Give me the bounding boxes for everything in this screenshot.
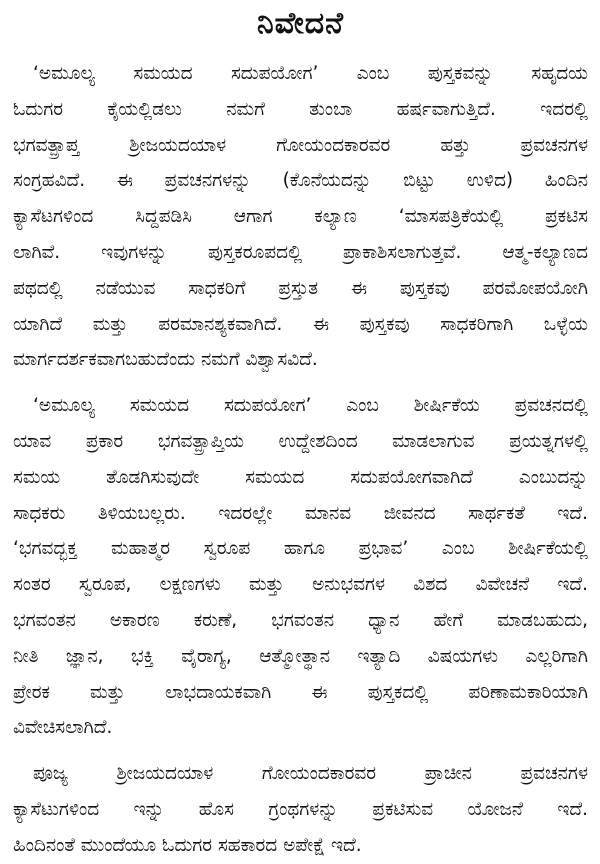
text-line: ಕ್ಯಾಸೆಟಗಳಿಂದ ಸಿದ್ದಪಡಿಸಿ ಆಗಾಗ ಕಲ್ಯಾಣ ‘ಮಾಸಪತ್ರಿಕೆಯಲ್ಲಿ ಪ್ರಕಟಿಸ bbox=[13, 206, 588, 228]
text-line: ಪಥದಲ್ಲಿ ನಡೆಯುವ ಸಾಧಕರಿಗೆ ಪ್ರಸ್ತುತ ಈ ಪುಸ್ತಕವು ಪರಮೋಪಯೋಗಿ bbox=[13, 277, 588, 299]
text-line: ಕ್ಯಾಸೆಟುಗಳಿಂದ ಇನ್ನು ಹೊಸ ಗ್ರಂಥಗಳನ್ನು ಪ್ರಕಟಿಸುವ ಯೋಜನೆ ಇದೆ. bbox=[13, 798, 588, 820]
paragraph-3 bbox=[13, 756, 588, 863]
text-line: ಭಗವತ್ಪ್ರಾಪ್ತ ಶ್ರೀಜಯದಯಾಳ ಗೋಯಂದಕಾರವರ ಹತ್ತು ಪ್ರವಚನಗಳ bbox=[13, 134, 588, 156]
paragraph-1 bbox=[13, 56, 588, 378]
text-line: ಓದುಗರ ಕೈಯಲ್ಲಿಡಲು ನಮಗೆ ತುಂಬಾ ಹರ್ಷವಾಗುತ್ತಿದೆ. ಇದರಲ್ಲಿ bbox=[13, 98, 588, 120]
text-line: ಸಾಧಕರು ತಿಳಿಯಬಲ್ಲರು. ಇದರಲ್ಲೇ ಮಾನವ ಜೀವನದ ಸಾರ್ಥಕತೆ ಇದೆ. bbox=[13, 502, 588, 524]
text-line: ಹಿಂದಿನಂತೆ ಮುಂದೆಯೂ ಓದುಗರ ಸಹಕಾರದ ಅಪೇಕ್ಷೆ ಇದೆ. bbox=[13, 834, 362, 856]
text-line: ಸಂಗ್ರಹವಿದೆ. ಈ ಪ್ರವಚನಗಳನ್ನು (ಕೊನೆಯದನ್ನು ಬಿಟ್ಟು ಉಳಿದ) ಹಿಂದಿನ bbox=[13, 170, 588, 192]
text-line: ಲಾಗಿವೆ. ಇವುಗಳನ್ನು ಪುಸ್ತಕರೂಪದಲ್ಲಿ ಪ್ರಾಕಾಶಿಸಲಾಗುತ್ತವೆ. ಆತ್ಮ-ಕಲ್ಯಾಣದ bbox=[13, 241, 588, 263]
text-line: ಯಾವ ಪ್ರಕಾರ ಭಗವತ್ಪ್ರಾಪ್ತಿಯ ಉದ್ದೇಶದಿಂದ ಮಾಡಲಾಗುವ ಪ್ರಯತ್ನಗಳಲ್ಲಿ bbox=[13, 430, 588, 452]
text-line: ‘ಅಮೂಲ್ಯ ಸಮಯದ ಸದುಪಯೋಗ’ ಎಂಬ ಪುಸ್ತಕವನ್ನು ಸಹೃದಯ bbox=[33, 63, 588, 84]
text-line: ಸಂತರ ಸ್ವರೂಪ, ಲಕ್ಷಣಗಳು ಮತ್ತು ಅನುಭವಗಳ ವಿಶದ ವಿವೇಚನೆ ಇದೆ. bbox=[13, 574, 588, 596]
text-line: ಭಗವಂತನ ಅಕಾರಣ ಕರುಣೆ, ಭಗವಂತನ ಧ್ಯಾನ ಹೇಗೆ ಮಾಡಬಹುದು, bbox=[13, 609, 588, 631]
text-line: ಸಮಯ ತೊಡಗಿಸುವುದೇ ಸಮಯದ ಸದುಪಯೋಗವಾಗಿದೆ ಎಂಬುದನ್ನು bbox=[13, 466, 588, 488]
text-line: ‘ಭಗವದ್ಭಕ್ತ ಮಹಾತ್ಮರ ಸ್ವರೂಪ ಹಾಗೂ ಪ್ರಭಾವ’ ಎಂಬ ಶೀರ್ಷಿಕೆಯಲ್ಲಿ bbox=[13, 538, 588, 560]
text-line: ನೀತಿ ಜ್ಞಾನ, ಭಕ್ತಿ ವೈರಾಗ್ಯ, ಆತ್ಮೋತ್ಥಾನ ಇತ್ಯಾದಿ ವಿಷಯಗಳು ಎಲ್ಲರಿಗಾಗಿ bbox=[13, 645, 588, 667]
text-line: ಪ್ರೇರಕ ಮತ್ತು ಲಾಭದಾಯಕವಾಗಿ ಈ ಪುಸ್ತಕದಲ್ಲಿ ಪರಿಣಾಮಕಾರಿಯಾಗಿ bbox=[13, 681, 588, 703]
paragraph-2 bbox=[13, 388, 588, 746]
page-title: ನಿವೇದನೆ bbox=[256, 6, 345, 41]
text-line: ‘ಅಮೂಲ್ಯ ಸಮಯದ ಸದುಪಯೋಗ’ ಎಂಬ ಶೀರ್ಷಿಕೆಯ ಪ್ರವಚನದಲ್ಲಿ bbox=[33, 395, 588, 417]
text-line: ಯಾಗಿದೆ ಮತ್ತು ಪರಮಾನಶ್ಯಕವಾಗಿದೆ. ಈ ಪುಸ್ತಕವು ಸಾಧಕರಿಗಾಗಿ ಒಳ್ಳೆಯ bbox=[13, 313, 588, 335]
text-line: ವಿವೇಚಿಸಲಾಗಿದೆ. bbox=[13, 717, 113, 739]
text-line: ಪೂಜ್ಯ ಶ್ರೀಜಯದಯಾಳ ಗೋಯಂದಕಾರವರ ಪ್ರಾಚೀನ ಪ್ರವಚನಗಳ bbox=[33, 763, 588, 785]
text-line: ಮಾರ್ಗದರ್ಶಕವಾಗಬಹುದೆಂದು ನಮಗೆ ವಿಶ್ವಾಸವಿದೆ. bbox=[13, 349, 318, 371]
